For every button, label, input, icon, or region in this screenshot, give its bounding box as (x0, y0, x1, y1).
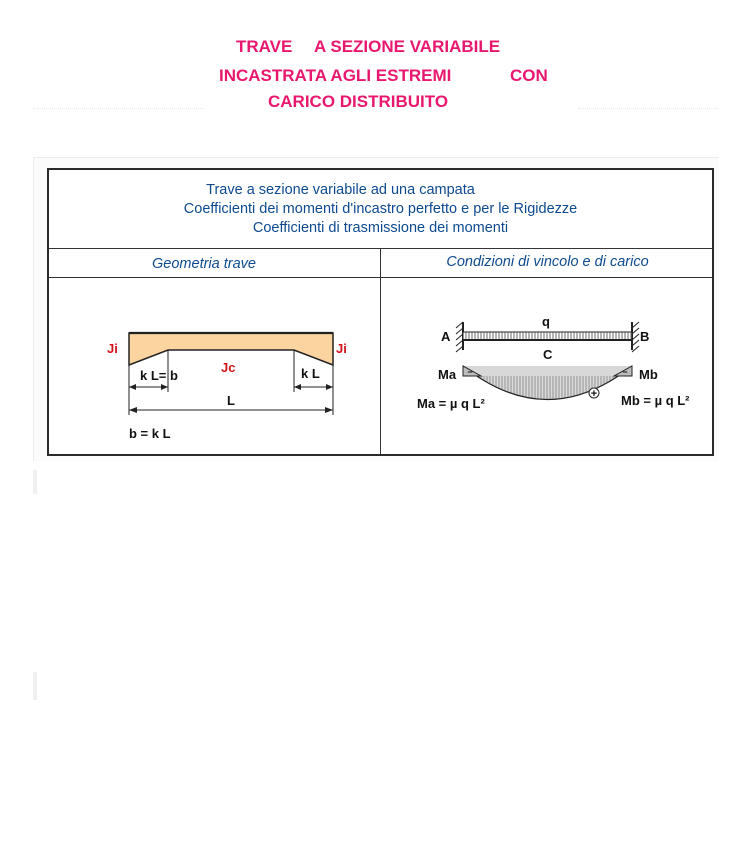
ji-left-label: Ji (107, 341, 118, 356)
divider-left (33, 108, 203, 110)
support-b-hatch (632, 322, 639, 352)
divider-right (578, 108, 718, 110)
jc-label: Jc (221, 360, 236, 375)
kl-equals-b-label: k L= b (140, 368, 178, 383)
span-arrow-b (325, 407, 333, 413)
kl-left-arrow-a (129, 384, 136, 390)
title-line-1a: TRAVE (236, 37, 293, 56)
beam-geometry-diagram (49, 278, 379, 454)
support-b-label: B (640, 329, 650, 344)
mb-formula: Mb = µ q L² (621, 393, 690, 408)
ma-formula: Ma = µ q L² (417, 396, 485, 411)
title-line-1b: A SEZIONE VARIABILE (314, 37, 501, 56)
table-header-line-1: Trave a sezione variabile ad una campata (206, 182, 475, 198)
ji-right-label: Ji (336, 341, 347, 356)
kl-left-arrow-b (161, 384, 168, 390)
scan-edge-mark (33, 470, 37, 494)
kl-right-arrow-a (294, 384, 301, 390)
title-line-3: CARICO DISTRIBUITO (268, 92, 449, 111)
mb-label: Mb (639, 367, 658, 382)
span-label: L (227, 393, 235, 408)
moment-curve (463, 366, 632, 400)
b-formula: b = k L (129, 426, 171, 441)
load-q-label: q (542, 314, 550, 329)
kl-right-arrow-b (326, 384, 333, 390)
table-header-line-2: Coefficienti dei momenti d'incastro perfetto e per le Rigidezze (183, 201, 578, 217)
table-header-line-3: Coefficienti di trasmissione dei momenti (252, 220, 509, 236)
span-arrow-a (129, 407, 137, 413)
ma-label: Ma (438, 367, 457, 382)
loading-column-title: Condizioni di vincolo e di carico (446, 254, 649, 270)
scan-edge-mark-2 (33, 672, 37, 700)
title-line-2a: INCASTRATA AGLI ESTREMI (219, 66, 452, 85)
loading-diagram (381, 278, 714, 454)
coefficients-table (47, 168, 714, 456)
positive-sign: + (590, 388, 598, 400)
kl-right-label: k L (301, 366, 320, 381)
support-a-label: A (441, 329, 451, 344)
center-c-label: C (543, 347, 553, 362)
negative-sign-right: − (622, 367, 628, 377)
negative-sign-left: − (467, 367, 473, 377)
geometry-column-title: Geometria trave (152, 256, 256, 272)
title-line-2b: CON (510, 66, 548, 85)
support-a-hatch (456, 322, 463, 352)
